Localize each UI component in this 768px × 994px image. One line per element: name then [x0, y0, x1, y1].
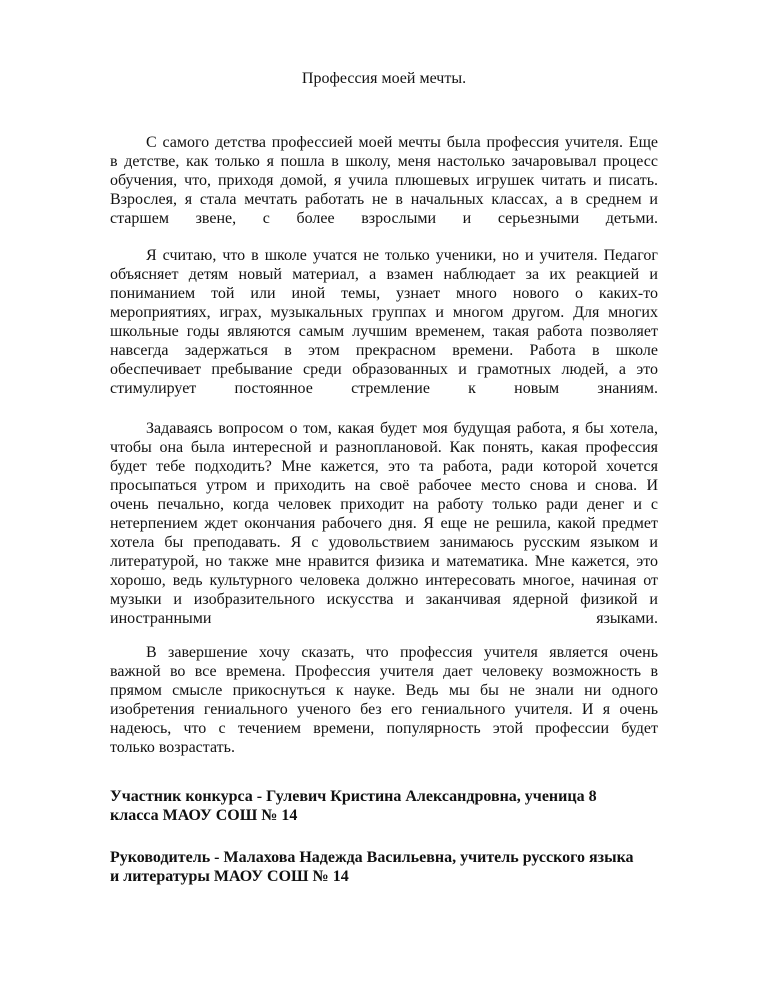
text-line: иностранными языками. [110, 610, 658, 627]
text-line: очень печально, когда человек приходит на работу только ради денег и с [110, 496, 658, 513]
paragraph-2 [110, 246, 658, 398]
text-line: объясняет детям новый материал, а взамен наблюдает за их реакцией и [110, 266, 658, 283]
supervisor-credit [110, 848, 658, 886]
participant-credit [110, 787, 658, 825]
text-line: обеспечивает пребывание среди образованных и грамотных людей, а это [110, 361, 658, 378]
text-line: надеюсь, что с течением времени, популярность этой профессии будет [110, 720, 658, 737]
paragraph-3 [110, 419, 658, 628]
paragraph-4 [110, 643, 658, 757]
text-line: и литературы МАОУ СОШ № 14 [110, 868, 349, 885]
text-line: хотела бы преподавать. Я с удовольствием занимаюсь русским языком и [110, 534, 658, 551]
text-line: музыки и изобразительного искусства и заканчивая ядерной физикой и [110, 591, 658, 608]
text-line: навсегда задержаться в этом прекрасном времени. Работа в школе [110, 342, 658, 359]
text-line: С самого детства профессией моей мечты была профессия учителя. Еще [146, 134, 658, 151]
text-line: пониманием той или иной темы, узнает много нового о каких-то [110, 285, 658, 302]
text-line: обучения, что, приходя домой, я учила плюшевых игрушек читать и писать. [110, 172, 658, 189]
text-line: в детстве, как только я пошла в школу, меня настолько зачаровывал процесс [110, 153, 658, 170]
text-line: Руководитель - Малахова Надежда Васильевна, учитель русского языка [110, 849, 634, 866]
text-line: нетерпением ждет окончания рабочего дня. Я еще не решила, какой предмет [110, 515, 658, 532]
text-line: важной во все времена. Профессия учителя дает человеку возможность в [110, 663, 658, 680]
text-line: только возрастать. [110, 739, 235, 756]
text-line: В завершение хочу сказать, что профессия учителя является очень [146, 644, 658, 661]
text-line: мероприятиях, играх, музыкальных группах и многом другом. Для многих [110, 304, 658, 321]
text-line: Участник конкурса - Гулевич Кристина Александровна, ученица 8 [110, 788, 597, 805]
paragraph-1 [110, 133, 658, 228]
text-line: школьные годы являются самым лучшим временем, такая работа позволяет [110, 323, 658, 340]
text-line: старшем звене, с более взрослыми и серьезными детьми. [110, 210, 658, 227]
text-line: изобретения гениального ученого без его гениального учителя. И я очень [110, 701, 658, 718]
text-line: чтобы она была интересной и разноплановой. Как понять, какая профессия [110, 439, 658, 456]
text-line: хорошо, ведь культурного человека должно интересовать многое, начиная от [110, 572, 658, 589]
text-line: класса МАОУ СОШ № 14 [110, 807, 298, 824]
text-line: просыпаться утром и приходить на своё рабочее место снова и снова. И [110, 477, 658, 494]
document-title: Профессия моей мечты. [301, 70, 467, 87]
text-line: будет тебе подходить? Мне кажется, это та работа, ради которой хочется [110, 458, 658, 475]
text-line: Взрослея, я стала мечтать работать не в начальных классах, а в среднем и [110, 191, 658, 208]
text-line: Задаваясь вопросом о том, какая будет моя будущая работа, я бы хотела, [146, 420, 658, 437]
text-line: литературой, но также мне нравится физика и математика. Мне кажется, это [110, 553, 658, 570]
text-line: Я считаю, что в школе учатся не только ученики, но и учителя. Педагог [146, 247, 658, 264]
text-line: стимулирует постоянное стремление к новым знаниям. [110, 380, 658, 397]
text-line: прямом смысле прикоснуться к науке. Ведь мы бы не знали ни одного [110, 682, 658, 699]
